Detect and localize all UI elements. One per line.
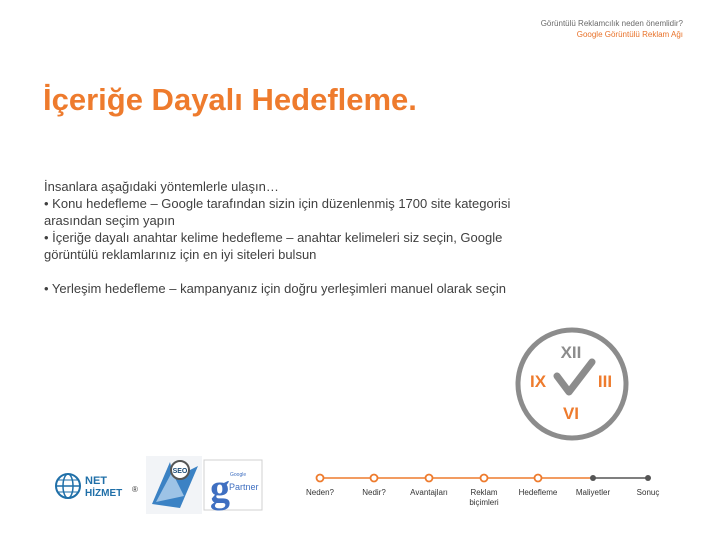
clock-label-xii: XII [560, 343, 582, 362]
body-text [44, 178, 514, 297]
seo-logo [146, 456, 202, 514]
timeline-dot-5[interactable] [535, 475, 542, 482]
partner-logos [52, 456, 272, 516]
timeline-dot-1[interactable] [317, 475, 324, 482]
clock-label-ix: IX [529, 372, 547, 391]
timeline-dot-7[interactable] [645, 475, 651, 481]
svg-text:g: g [210, 466, 230, 511]
header [541, 18, 683, 40]
timeline-step-ad-formats[interactable]: Reklam biçimleri [469, 488, 499, 507]
bullet-keyword-targeting: • İçeriğe dayalı anahtar kelime hedefleme – anahtar kelimeleri siz seçin, Google görüntülü reklamlarınız için en iyi siteleri bulsun [44, 230, 503, 262]
timeline-dot-4[interactable] [481, 475, 488, 482]
header-question: Görüntülü Reklamcılık neden önemlidir? [540, 19, 683, 28]
bullet-topic-targeting: • Konu hedefleme – Google tarafından sizin için düzenlenmiş 1700 site kategorisi arasından seçim yapın [44, 196, 511, 228]
net-hizmet-logo [56, 474, 138, 499]
timeline-step-what[interactable]: Nedir? [362, 488, 386, 497]
timeline-step-why[interactable]: Neden? [305, 488, 335, 497]
svg-text:NET: NET [85, 475, 107, 487]
timeline-dot-2[interactable] [371, 475, 378, 482]
timeline-dot-3[interactable] [426, 475, 433, 482]
header-subtitle: Google Görüntülü Reklam Ağı [576, 30, 683, 39]
timeline-step-targeting[interactable]: Hedefleme [518, 488, 558, 497]
timeline-step-result[interactable]: Sonuç [636, 488, 660, 497]
timeline-step-costs[interactable]: Maliyetler [575, 488, 611, 497]
timeline-track [300, 468, 680, 488]
svg-text:Google: Google [230, 472, 247, 478]
intro-text: İnsanlara aşağıdaki yöntemlerle ulaşın… [44, 179, 279, 194]
clock-check-icon [514, 326, 630, 442]
bullet-placement-targeting: • Yerleşim hedefleme – kampanyanız için doğru yerleşimleri manuel olarak seçin [44, 281, 506, 296]
svg-text:SEO: SEO [172, 468, 188, 475]
progress-timeline [300, 468, 680, 518]
google-partner-logo [204, 460, 262, 511]
clock-label-vi: VI [562, 404, 580, 423]
timeline-step-advantages[interactable]: Avantajları [410, 488, 448, 497]
page-title: İçeriğe Dayalı Hedefleme. [43, 82, 417, 117]
timeline-dot-6[interactable] [590, 475, 596, 481]
clock-label-iii: III [597, 372, 613, 391]
svg-text:Partner: Partner [229, 482, 259, 492]
svg-text:®: ® [132, 485, 138, 494]
checkmark-icon [557, 362, 592, 392]
svg-text:HİZMET: HİZMET [85, 488, 123, 499]
